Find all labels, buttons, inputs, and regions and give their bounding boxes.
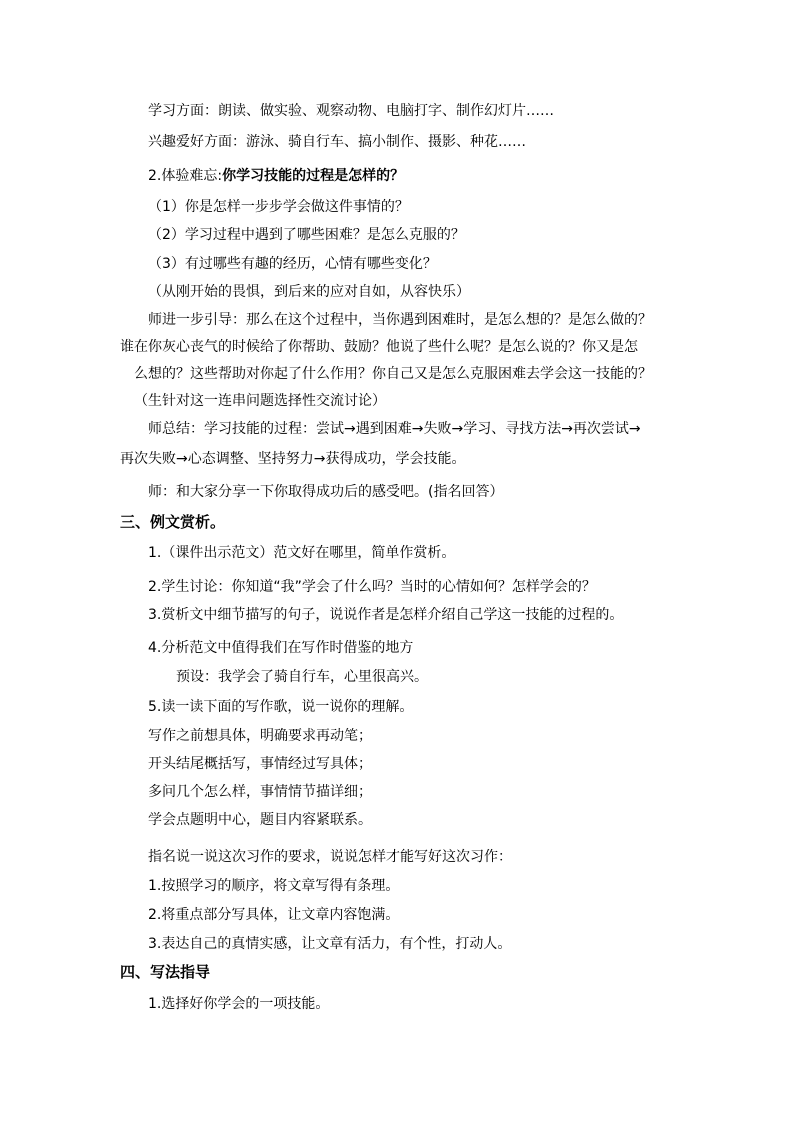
example-item-2: 2.学生讨论：你知道“我”学会了什么吗？当时的心情如何？怎样学会的？ bbox=[148, 579, 596, 595]
writing-song-line-2: 开头结尾概括写，事情经过写具体； bbox=[148, 756, 372, 772]
study-areas-line: 学习方面：朗读、做实验、观察动物、电脑打字、制作幻灯片…… bbox=[148, 103, 554, 119]
teacher-summary-line-2: 再次失败→心态调整、坚持努力→获得成功，学会技能。 bbox=[120, 451, 466, 467]
example-item-3: 3.赏析文中细节描写的句子，说说作者是怎样介绍自己学这一技能的过程的。 bbox=[148, 607, 624, 623]
example-item-4-preset: 预设：我学会了骑自行车，心里很高兴。 bbox=[176, 669, 428, 685]
teacher-guide-line-4: （生针对这一连串问题选择性交流讨论） bbox=[134, 393, 386, 409]
writing-song-line-4: 学会点题明中心，题目内容紧联系。 bbox=[148, 812, 372, 828]
example-item-1: 1.（课件出示范文）范文好在哪里，简单作赏析。 bbox=[148, 545, 456, 561]
teacher-guide-line-3: 么想的？这些帮助对你起了什么作用？你自己又是怎么克服困难去学会这一技能的？ bbox=[134, 366, 652, 382]
question-2: （2）学习过程中遇到了哪些困难？是怎么克服的？ bbox=[148, 227, 465, 243]
teacher-summary-line-1: 师总结：学习技能的过程：尝试→遇到困难→失败→学习、寻找方法→再次尝试→ bbox=[148, 421, 641, 437]
teacher-guide-line-2: 谁在你灰心丧气的时候给了你帮助、鼓励？他说了些什么呢？是怎么说的？你又是怎 bbox=[120, 339, 638, 355]
section-2-prefix: 2.体验难忘: bbox=[148, 168, 223, 184]
section-2-question: 你学习技能的过程是怎样的？ bbox=[222, 168, 405, 184]
writing-song-line-3: 多问几个怎么样，事情情节描详细； bbox=[148, 784, 372, 800]
writing-guide-item-1: 1.选择好你学会的一项技能。 bbox=[148, 996, 330, 1012]
section-4-heading: 四、写法指导 bbox=[120, 963, 211, 981]
requirement-intro: 指名说一说这次习作的要求，说说怎样才能写好这次习作： bbox=[148, 849, 512, 865]
teacher-guide-line-1: 师进一步引导：那么在这个过程中，当你遇到困难时，是怎么想的？是怎么做的？ bbox=[148, 312, 652, 328]
requirement-item-3: 3.表达自己的真情实感，让文章有活力，有个性，打动人。 bbox=[148, 936, 512, 952]
example-item-4: 4.分析范文中值得我们在写作时借鉴的地方 bbox=[148, 640, 414, 656]
question-3: （3）有过哪些有趣的经历，心情有哪些变化？ bbox=[148, 256, 437, 272]
question-1: （1）你是怎样一步步学会做这件事情的？ bbox=[148, 199, 409, 215]
hobby-areas-line: 兴趣爱好方面：游泳、骑自行车、搞小制作、摄影、种花…… bbox=[148, 134, 526, 150]
teacher-share-line: 师：和大家分享一下你取得成功后的感受吧。(指名回答） bbox=[148, 484, 504, 500]
question-note: （从刚开始的畏惧，到后来的应对自如，从容快乐） bbox=[148, 284, 470, 300]
requirement-item-2: 2.将重点部分写具体，让文章内容饱满。 bbox=[148, 907, 400, 923]
example-item-5: 5.读一读下面的写作歌，说一说你的理解。 bbox=[148, 699, 414, 715]
requirement-item-1: 1.按照学习的顺序，将文章写得有条理。 bbox=[148, 878, 400, 894]
section-2-heading bbox=[148, 166, 404, 186]
section-3-heading: 三、例文赏析。 bbox=[120, 513, 226, 531]
writing-song-line-1: 写作之前想具体，明确要求再动笔； bbox=[148, 728, 372, 744]
